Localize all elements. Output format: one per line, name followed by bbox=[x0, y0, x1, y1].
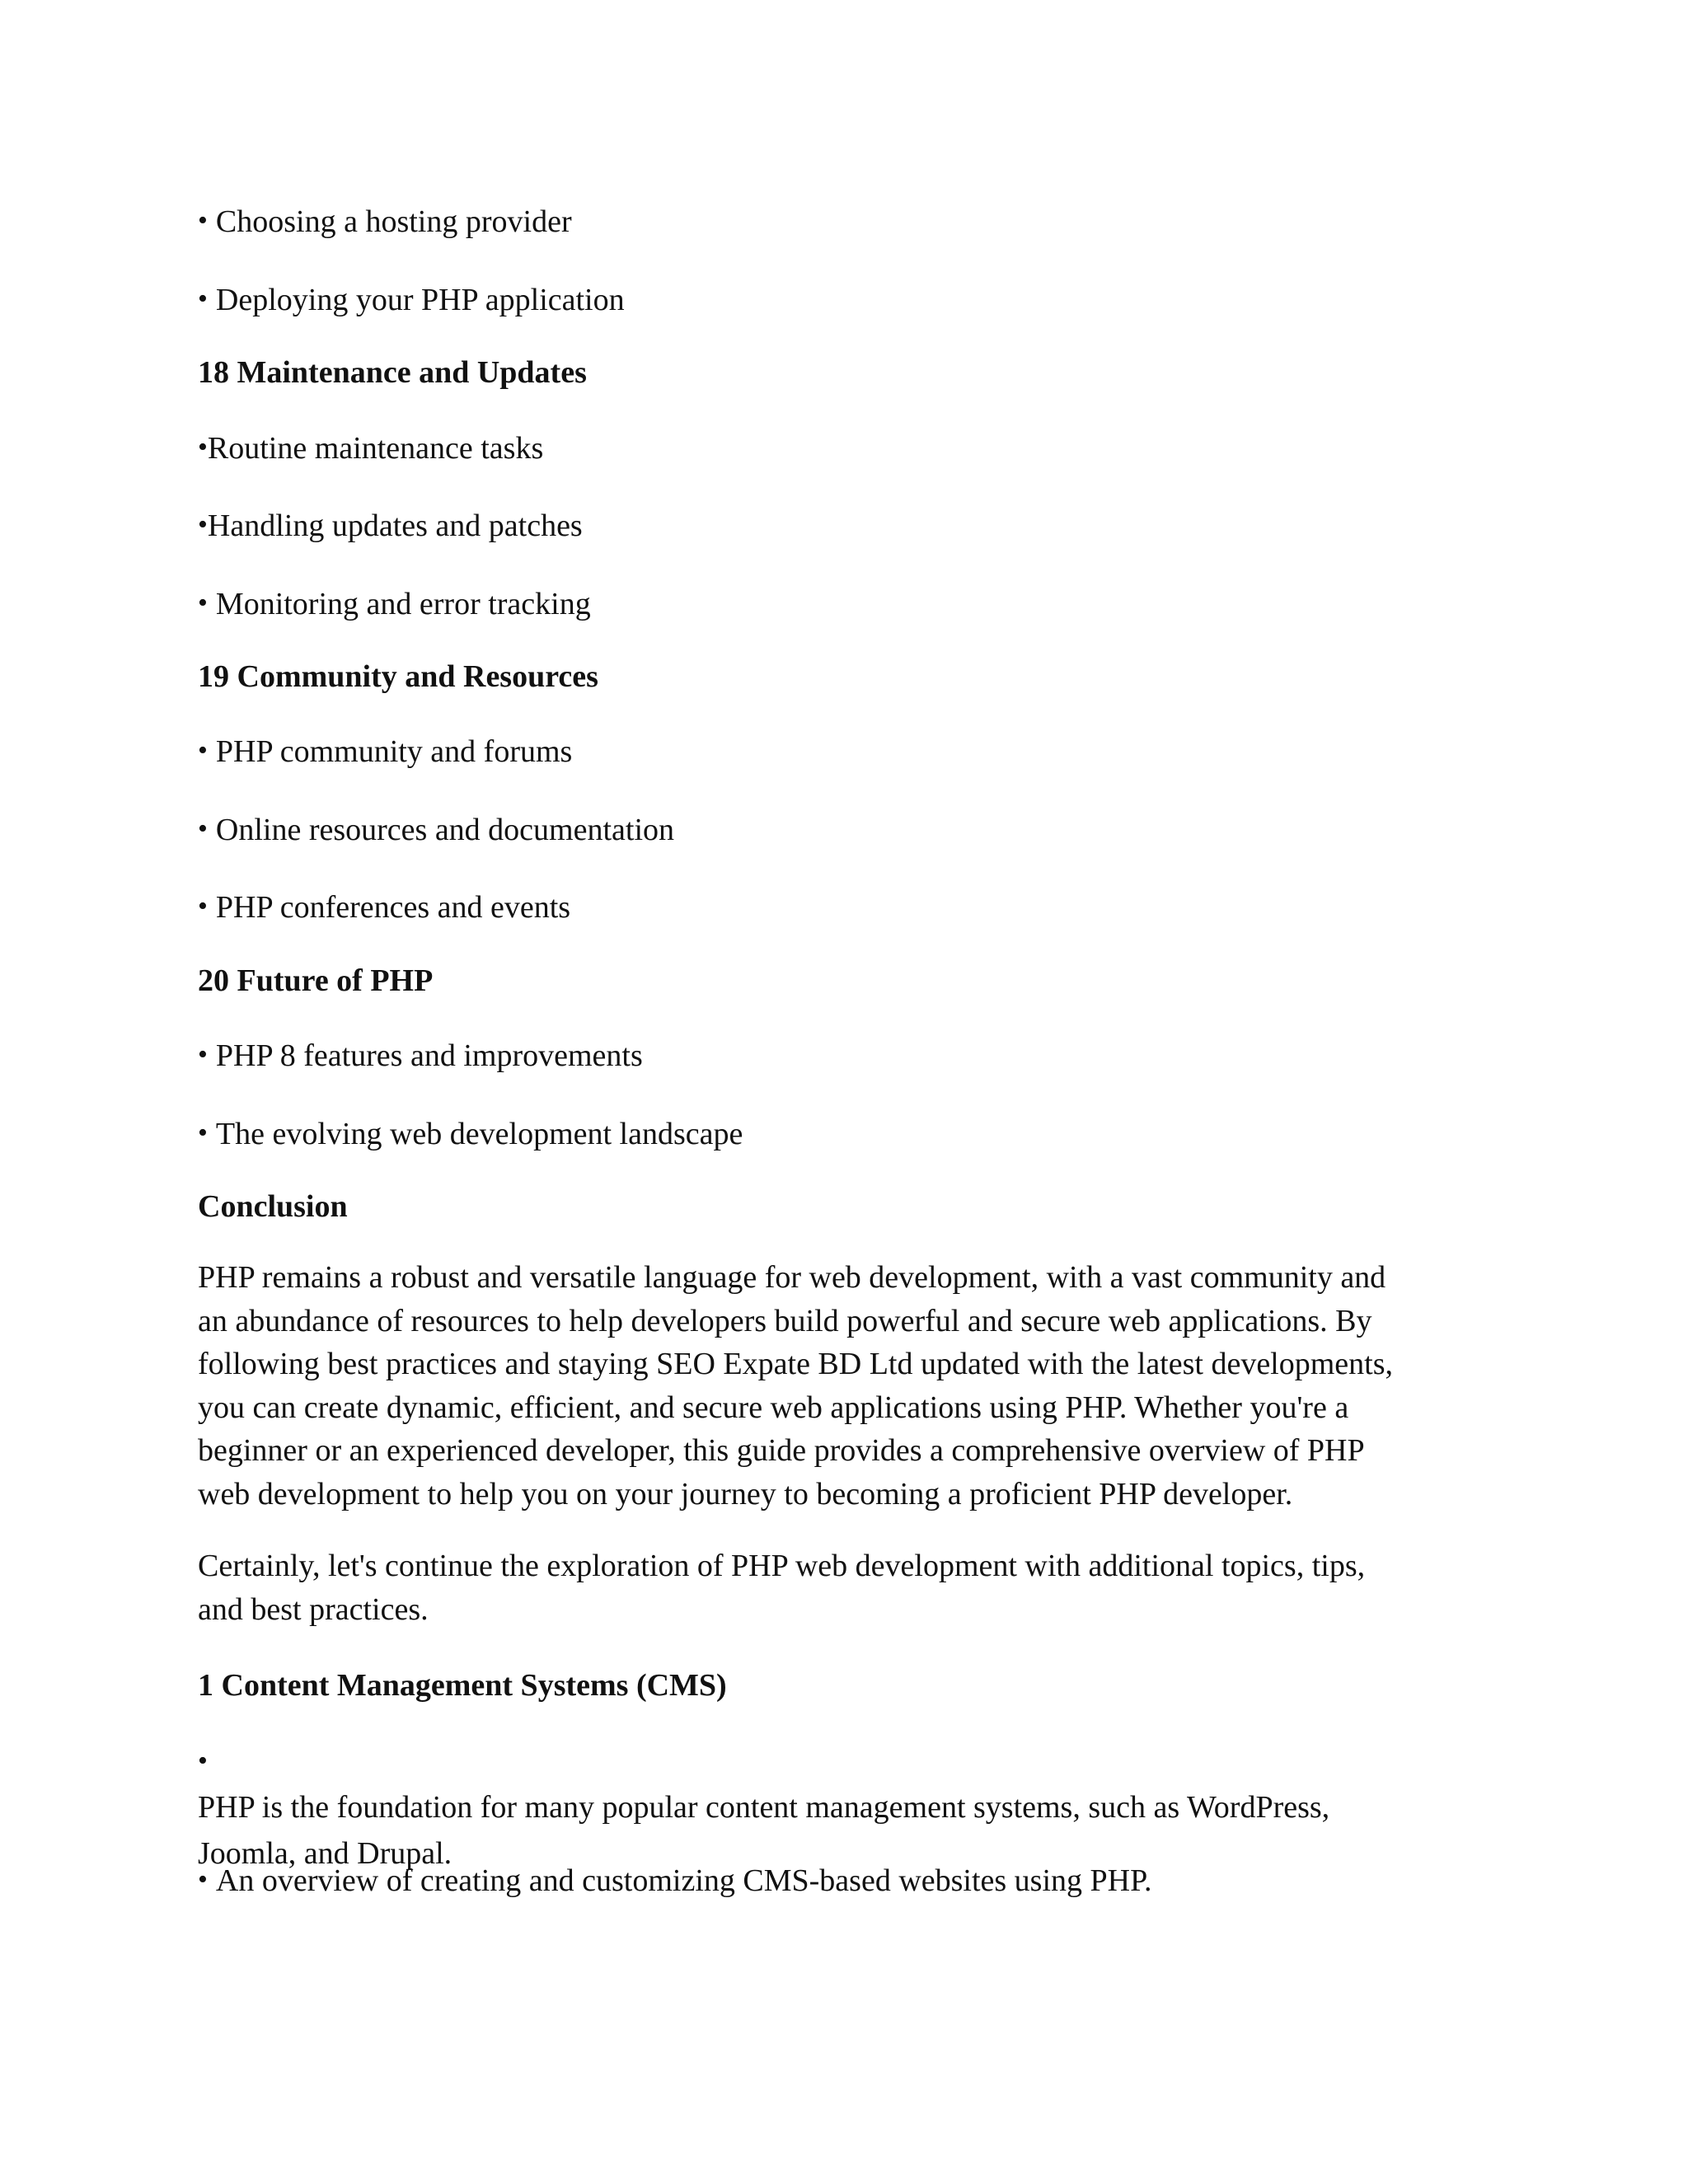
bullet-glyph: • bbox=[198, 735, 208, 766]
paragraph-line: an abundance of resources to help developers build powerful and secure web applications. By bbox=[198, 1303, 1372, 1338]
list-item bbox=[198, 426, 543, 470]
list-item-line bbox=[198, 1738, 1484, 1830]
section-heading: 20 Future of PHP bbox=[198, 963, 434, 998]
paragraph-line: Certainly, let's continue the exploration of PHP web development with additional topics, tips, bbox=[198, 1549, 1366, 1583]
bullet-glyph: • bbox=[198, 813, 208, 844]
list-item bbox=[198, 278, 625, 321]
paragraph-line: PHP remains a robust and versatile language for web development, with a vast community and bbox=[198, 1260, 1386, 1295]
bullet-glyph: • bbox=[198, 1039, 208, 1070]
list-item bbox=[198, 1858, 1152, 1902]
paragraph-line: following best practices and staying SEO Expate BD Ltd updated with the latest developments, bbox=[198, 1347, 1394, 1381]
followup-paragraph bbox=[198, 1544, 1484, 1631]
paragraph-line: beginner or an experienced developer, this guide provides a comprehensive overview of PHP bbox=[198, 1433, 1365, 1468]
list-item-text: Joomla, and Drupal. bbox=[198, 1836, 452, 1871]
section-heading: 18 Maintenance and Updates bbox=[198, 355, 587, 390]
bullet-glyph: • bbox=[198, 432, 208, 462]
list-item bbox=[198, 808, 674, 851]
list-item-text: Routine maintenance tasks bbox=[207, 431, 544, 466]
list-item-text: An overview of creating and customizing CMS-based websites using PHP. bbox=[215, 1863, 1152, 1898]
list-item-text: PHP conferences and events bbox=[215, 890, 571, 925]
bullet-glyph: • bbox=[198, 1746, 208, 1776]
list-item-text: PHP 8 features and improvements bbox=[215, 1038, 643, 1073]
list-item-text: Deploying your PHP application bbox=[215, 283, 625, 317]
list-item-text: PHP is the foundation for many popular content management systems, such as WordPress, bbox=[198, 1790, 1330, 1825]
list-item bbox=[198, 504, 583, 547]
paragraph-line: you can create dynamic, efficient, and secure web applications using PHP. Whether you're a bbox=[198, 1390, 1349, 1425]
list-item bbox=[198, 885, 570, 929]
bullet-glyph: • bbox=[198, 284, 208, 314]
paragraph-line: and best practices. bbox=[198, 1591, 429, 1627]
list-item bbox=[198, 1112, 743, 1155]
list-item bbox=[198, 1738, 1484, 1877]
conclusion-heading: Conclusion bbox=[198, 1189, 348, 1224]
bullet-glyph: • bbox=[198, 1118, 208, 1148]
list-item-text: PHP community and forums bbox=[215, 734, 573, 769]
list-item bbox=[198, 199, 572, 243]
list-item bbox=[198, 729, 572, 773]
list-item-text: Online resources and documentation bbox=[215, 813, 675, 847]
list-item-text: Handling updates and patches bbox=[207, 509, 583, 543]
section-heading: 19 Community and Resources bbox=[198, 659, 598, 694]
list-item-text: Monitoring and error tracking bbox=[215, 587, 591, 621]
bullet-glyph: • bbox=[198, 891, 208, 921]
paragraph-line: web development to help you on your journey to becoming a proficient PHP developer. bbox=[198, 1476, 1293, 1511]
section-heading: 1 Content Management Systems (CMS) bbox=[198, 1668, 727, 1703]
conclusion-paragraph bbox=[198, 1256, 1484, 1516]
list-item-text: The evolving web development landscape bbox=[215, 1117, 743, 1151]
list-item bbox=[198, 1033, 643, 1077]
bullet-glyph: • bbox=[198, 205, 208, 236]
list-item bbox=[198, 582, 591, 626]
list-item-text: Choosing a hosting provider bbox=[215, 204, 572, 239]
bullet-glyph: • bbox=[198, 1864, 208, 1895]
bullet-glyph: • bbox=[198, 588, 208, 618]
bullet-glyph: • bbox=[198, 509, 208, 540]
